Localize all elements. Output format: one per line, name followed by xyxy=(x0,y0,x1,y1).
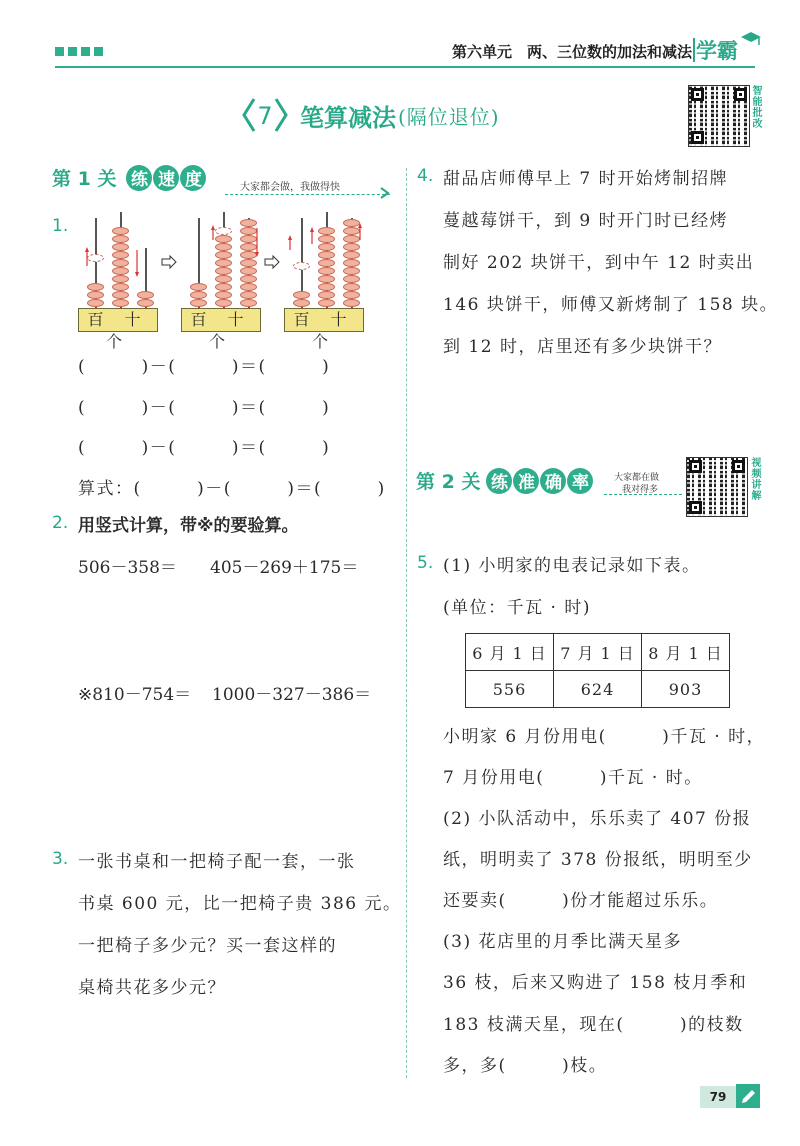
lesson-title xyxy=(240,95,570,135)
q3-line: 一张书桌和一把椅子配一套，一张 xyxy=(78,852,356,872)
electricity-table xyxy=(465,633,730,708)
table-cell: 903 xyxy=(642,671,730,708)
q3-line: 桌椅共花多少元？ xyxy=(78,978,226,998)
answer-row-3[interactable]: ( )－( )＝( ) xyxy=(78,438,331,458)
next-arrow-icon xyxy=(161,255,177,269)
question-number: 2. xyxy=(52,513,69,533)
level1-header xyxy=(52,164,207,191)
answer-row-1[interactable]: ( )－( )＝( ) xyxy=(78,357,331,377)
level2-bubble: 率 xyxy=(567,468,593,494)
q5-line: (1) 小明家的电表记录如下表。 xyxy=(443,556,701,576)
formula-row[interactable]: 算式：( )－( )＝( ) xyxy=(78,479,386,499)
calc-expr: 405－269＋175＝ xyxy=(210,558,359,578)
table-header: 6 月 1 日 xyxy=(466,634,554,671)
level2-bubble: 确 xyxy=(540,468,566,494)
lesson-title-main: 笔算减法 xyxy=(300,103,396,132)
question-number: 5. xyxy=(417,553,434,573)
qr-code-video[interactable] xyxy=(686,457,748,517)
answer-row-2[interactable]: ( )－( )＝( ) xyxy=(78,398,331,418)
brand-logo: 学霸 xyxy=(696,39,738,63)
lesson-number: 7 xyxy=(257,102,273,130)
table-header: 7 月 1 日 xyxy=(554,634,642,671)
graduation-cap-icon xyxy=(740,30,762,48)
qr-label-grading: 智能批改 xyxy=(750,85,761,129)
question-number: 3. xyxy=(52,849,69,869)
question-number: 4. xyxy=(417,166,434,186)
abacus-place-labels: 百 十 个 xyxy=(181,308,261,332)
q5-line[interactable]: 还要卖( )份才能超过乐乐。 xyxy=(443,891,719,911)
level2-rule xyxy=(604,494,682,495)
abacus-place-labels: 百 十 个 xyxy=(284,308,364,332)
q5-line[interactable]: 小明家 6 月份用电( )千瓦 · 时， xyxy=(443,727,766,747)
arrow-icon xyxy=(378,185,392,201)
unit-title: 第六单元 两、三位数的加法和减法 xyxy=(451,43,692,61)
qr-code-grading[interactable] xyxy=(688,85,750,147)
q5-line: (3) 花店里的月季比满天星多 xyxy=(443,932,682,952)
table-cell: 556 xyxy=(466,671,554,708)
level2-header xyxy=(416,467,594,494)
level1-bubble: 速 xyxy=(153,165,179,191)
level2-label: 第 2 关 xyxy=(416,471,481,493)
q5-line: 36 枝，后来又购进了 158 枝月季和 xyxy=(443,973,748,993)
level1-rule xyxy=(225,194,390,195)
level2-bubble: 练 xyxy=(486,468,512,494)
q5-line[interactable]: 多，多( )枝。 xyxy=(443,1056,608,1076)
q2-prompt: 用竖式计算，带※的要验算。 xyxy=(78,516,299,536)
level1-tagline: 大家都会做，我做得快 xyxy=(240,182,340,193)
abacus-2 xyxy=(181,212,261,351)
column-divider xyxy=(406,168,407,1078)
level1-bubble: 度 xyxy=(180,165,206,191)
lesson-title-sub: (隔位退位) xyxy=(398,104,500,129)
question-number: 1. xyxy=(52,216,69,236)
q4-line: 到 12 时，店里还有多少块饼干？ xyxy=(443,337,722,357)
q4-line: 甜品店师傅早上 7 时开始烤制招牌 xyxy=(443,169,729,189)
level2-tagline-2: 我对得多 xyxy=(622,485,659,495)
q5-line: 纸，明明卖了 378 份报纸，明明至少 xyxy=(443,850,753,870)
table-row xyxy=(466,671,730,708)
level1-bubble: 练 xyxy=(126,165,152,191)
page-number: 79 xyxy=(700,1086,736,1108)
q4-line: 制好 202 块饼干，到中午 12 时卖出 xyxy=(443,253,755,273)
calc-expr: 1000－327－386＝ xyxy=(212,685,372,705)
calc-expr: 506－358＝ xyxy=(78,558,177,578)
qr-label-video: 视频讲解 xyxy=(749,457,760,501)
brand-divider xyxy=(693,38,695,62)
abacus-1 xyxy=(78,212,158,351)
abacus-place-labels: 百 十 个 xyxy=(78,308,158,332)
level2-bubble: 准 xyxy=(513,468,539,494)
table-header: 8 月 1 日 xyxy=(642,634,730,671)
next-arrow-icon xyxy=(264,255,280,269)
q4-line: 146 块饼干，师傅又新烤制了 158 块。 xyxy=(443,295,779,315)
level1-label: 第 1 关 xyxy=(52,168,117,190)
table-cell: 624 xyxy=(554,671,642,708)
q5-line: (单位：千瓦 · 时) xyxy=(443,598,591,618)
level2-tagline-1: 大家都在做 xyxy=(614,473,660,483)
lesson-number-badge xyxy=(240,95,290,135)
q5-line[interactable]: 7 月份用电( )千瓦 · 时。 xyxy=(443,768,703,788)
q5-line[interactable]: 183 枝满天星，现在( )的枝数 xyxy=(443,1015,744,1035)
q3-line: 一把椅子多少元？买一套这样的 xyxy=(78,936,337,956)
table-header-row xyxy=(466,634,730,671)
q3-line: 书桌 600 元，比一把椅子贵 386 元。 xyxy=(78,894,402,914)
abacus-3 xyxy=(284,212,364,351)
q4-line: 蔓越莓饼干，到 9 时开门时已经烤 xyxy=(443,211,729,231)
pencil-icon xyxy=(736,1084,760,1108)
q5-line: (2) 小队活动中，乐乐卖了 407 份报 xyxy=(443,809,752,829)
calc-expr: ※810－754＝ xyxy=(78,685,192,705)
header-rule xyxy=(55,66,755,68)
